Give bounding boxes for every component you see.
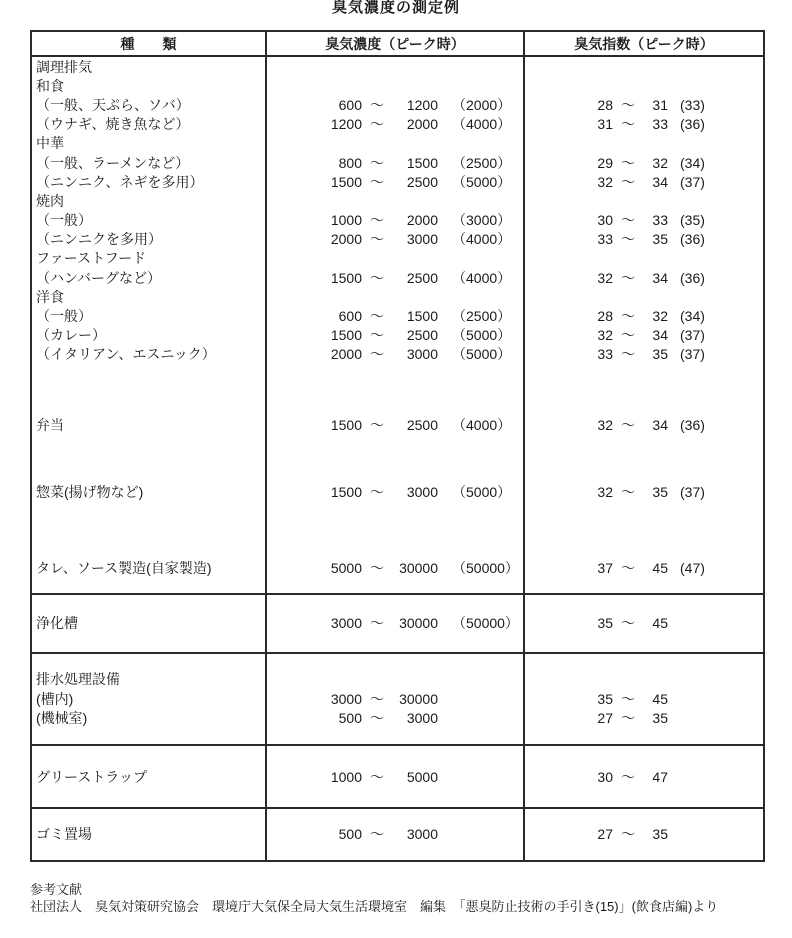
index-high-value: 35 bbox=[652, 346, 668, 363]
concentration-cell bbox=[265, 326, 523, 345]
range-tilde: ～ bbox=[621, 768, 635, 785]
row-label bbox=[32, 434, 265, 482]
index-cell bbox=[523, 306, 763, 325]
row-label: タレ、ソース製造(自家製造) bbox=[36, 559, 212, 576]
table-row bbox=[32, 670, 763, 689]
range-tilde: ～ bbox=[370, 327, 384, 344]
row-label: 排水処理設備 bbox=[36, 671, 120, 688]
index-low-value: 32 bbox=[597, 416, 613, 433]
concentration-high-value: 2000 bbox=[406, 116, 438, 133]
concentration-cell bbox=[265, 595, 523, 614]
index-high-value: 34 bbox=[652, 327, 668, 344]
concentration-low-value: 800 bbox=[338, 154, 362, 171]
index-cell bbox=[523, 95, 763, 114]
table-row bbox=[32, 115, 763, 134]
concentration-high-value: 30000 bbox=[399, 615, 438, 632]
index-cell bbox=[523, 787, 763, 807]
index-peak-value: (36) bbox=[680, 116, 705, 133]
index-high-value: 35 bbox=[652, 483, 668, 500]
range-tilde: ～ bbox=[621, 346, 635, 363]
concentration-cell bbox=[265, 76, 523, 95]
range-tilde: ～ bbox=[621, 483, 635, 500]
row-label: （ハンバーグなど） bbox=[36, 269, 162, 286]
row-label bbox=[32, 633, 265, 652]
table-section-grease-trap bbox=[32, 744, 763, 806]
concentration-cell bbox=[265, 230, 523, 249]
index-cell bbox=[523, 364, 763, 415]
spacer-row bbox=[32, 746, 763, 767]
table-row bbox=[32, 249, 763, 268]
table-row bbox=[32, 134, 763, 153]
range-tilde: ～ bbox=[370, 768, 384, 785]
concentration-peak-value: （5000） bbox=[452, 346, 512, 363]
range-tilde: ～ bbox=[370, 483, 384, 500]
index-high-value: 45 bbox=[652, 690, 668, 707]
spacer-row bbox=[32, 844, 763, 860]
concentration-high-value: 5000 bbox=[406, 768, 438, 785]
range-tilde: ～ bbox=[621, 96, 635, 113]
range-tilde: ～ bbox=[370, 231, 384, 248]
concentration-low-value: 5000 bbox=[330, 559, 362, 576]
index-high-value: 47 bbox=[652, 768, 668, 785]
concentration-cell bbox=[265, 482, 523, 501]
index-low-value: 28 bbox=[597, 308, 613, 325]
range-tilde: ～ bbox=[621, 116, 635, 133]
concentration-low-value: 600 bbox=[338, 96, 362, 113]
header-cell-odor-index: 臭気指数（ピーク時） bbox=[523, 32, 763, 55]
index-low-value: 30 bbox=[597, 768, 613, 785]
spacer-row bbox=[32, 364, 763, 415]
index-high-value: 45 bbox=[652, 559, 668, 576]
range-tilde: ～ bbox=[370, 173, 384, 190]
index-peak-value: (37) bbox=[680, 327, 705, 344]
concentration-cell bbox=[265, 434, 523, 482]
range-tilde: ～ bbox=[370, 416, 384, 433]
range-tilde: ～ bbox=[370, 709, 384, 726]
index-cell bbox=[523, 614, 763, 633]
row-label: グリーストラップ bbox=[36, 768, 148, 785]
row-label: ファーストフード bbox=[36, 250, 147, 267]
index-peak-value: (36) bbox=[680, 416, 705, 433]
concentration-cell bbox=[265, 670, 523, 689]
range-tilde: ～ bbox=[621, 709, 635, 726]
index-cell bbox=[523, 434, 763, 482]
index-peak-value: (34) bbox=[680, 154, 705, 171]
concentration-cell bbox=[265, 172, 523, 191]
concentration-cell bbox=[265, 249, 523, 268]
index-low-value: 33 bbox=[597, 231, 613, 248]
index-low-value: 32 bbox=[597, 483, 613, 500]
row-label: 中華 bbox=[36, 135, 64, 152]
concentration-cell bbox=[265, 767, 523, 786]
table-row bbox=[32, 172, 763, 191]
concentration-cell bbox=[265, 134, 523, 153]
range-tilde: ～ bbox=[621, 231, 635, 248]
concentration-peak-value: （5000） bbox=[452, 327, 512, 344]
concentration-peak-value: （5000） bbox=[452, 173, 512, 190]
concentration-low-value: 1500 bbox=[330, 327, 362, 344]
index-peak-value: (36) bbox=[680, 269, 705, 286]
concentration-cell bbox=[265, 809, 523, 825]
index-cell bbox=[523, 558, 763, 577]
index-cell bbox=[523, 482, 763, 501]
range-tilde: ～ bbox=[370, 346, 384, 363]
range-tilde: ～ bbox=[621, 690, 635, 707]
concentration-cell bbox=[265, 345, 523, 364]
index-high-value: 35 bbox=[652, 709, 668, 726]
concentration-high-value: 3000 bbox=[406, 346, 438, 363]
table-section-garbage-area bbox=[32, 807, 763, 860]
concentration-peak-value: （3000） bbox=[452, 212, 512, 229]
concentration-cell bbox=[265, 844, 523, 860]
table-row bbox=[32, 57, 763, 76]
row-label: （ウナギ、焼き魚など） bbox=[36, 116, 190, 133]
range-tilde: ～ bbox=[621, 269, 635, 286]
index-low-value: 30 bbox=[597, 212, 613, 229]
index-peak-value: (36) bbox=[680, 231, 705, 248]
index-high-value: 33 bbox=[652, 212, 668, 229]
concentration-cell bbox=[265, 787, 523, 807]
index-cell bbox=[523, 134, 763, 153]
index-cell bbox=[523, 767, 763, 786]
range-tilde: ～ bbox=[621, 559, 635, 576]
index-cell bbox=[523, 670, 763, 689]
table-row bbox=[32, 268, 763, 287]
concentration-high-value: 2500 bbox=[406, 327, 438, 344]
row-label: 惣菜(揚げ物など) bbox=[36, 483, 144, 500]
index-cell bbox=[523, 844, 763, 860]
index-cell bbox=[523, 153, 763, 172]
range-tilde: ～ bbox=[621, 212, 635, 229]
spacer-row bbox=[32, 654, 763, 670]
table-row bbox=[32, 415, 763, 434]
index-high-value: 45 bbox=[652, 615, 668, 632]
index-cell bbox=[523, 633, 763, 652]
row-label bbox=[32, 578, 265, 593]
row-label bbox=[32, 727, 265, 744]
index-low-value: 37 bbox=[597, 559, 613, 576]
concentration-low-value: 3000 bbox=[330, 615, 362, 632]
table-row bbox=[32, 95, 763, 114]
row-label bbox=[32, 595, 265, 614]
concentration-cell bbox=[265, 727, 523, 744]
spacer-row bbox=[32, 595, 763, 614]
index-peak-value: (37) bbox=[680, 173, 705, 190]
index-cell bbox=[523, 708, 763, 727]
concentration-peak-value: （2500） bbox=[452, 154, 512, 171]
row-label: （ニンニクを多用） bbox=[36, 231, 162, 248]
concentration-high-value: 3000 bbox=[406, 826, 438, 843]
table-row bbox=[32, 326, 763, 345]
concentration-low-value: 500 bbox=[338, 709, 362, 726]
concentration-cell bbox=[265, 746, 523, 767]
concentration-peak-value: （4000） bbox=[452, 231, 512, 248]
index-cell bbox=[523, 689, 763, 708]
index-cell bbox=[523, 825, 763, 844]
concentration-high-value: 3000 bbox=[406, 231, 438, 248]
row-label bbox=[32, 746, 265, 767]
table-row bbox=[32, 614, 763, 633]
row-label: （ニンニク、ネギを多用） bbox=[36, 173, 204, 190]
concentration-low-value: 1000 bbox=[330, 768, 362, 785]
page-title: 臭気濃度の測定例 bbox=[331, 0, 460, 16]
concentration-peak-value: （5000） bbox=[452, 483, 512, 500]
index-cell bbox=[523, 268, 763, 287]
index-cell bbox=[523, 287, 763, 306]
index-cell bbox=[523, 115, 763, 134]
range-tilde: ～ bbox=[621, 154, 635, 171]
spacer-row bbox=[32, 434, 763, 482]
index-high-value: 31 bbox=[652, 96, 668, 113]
range-tilde: ～ bbox=[621, 826, 635, 843]
concentration-high-value: 2500 bbox=[406, 173, 438, 190]
row-label: ゴミ置場 bbox=[36, 826, 92, 843]
table-row bbox=[32, 306, 763, 325]
range-tilde: ～ bbox=[621, 308, 635, 325]
concentration-high-value: 3000 bbox=[406, 709, 438, 726]
index-peak-value: (47) bbox=[680, 559, 705, 576]
table-row bbox=[32, 191, 763, 210]
concentration-high-value: 2000 bbox=[406, 212, 438, 229]
spacer-row bbox=[32, 787, 763, 807]
index-peak-value: (35) bbox=[680, 212, 705, 229]
table-row bbox=[32, 558, 763, 577]
spacer-row bbox=[32, 727, 763, 744]
index-cell bbox=[523, 578, 763, 593]
row-label: (機械室) bbox=[36, 709, 88, 726]
range-tilde: ～ bbox=[370, 212, 384, 229]
range-tilde: ～ bbox=[370, 269, 384, 286]
spacer-row bbox=[32, 578, 763, 593]
range-tilde: ～ bbox=[370, 559, 384, 576]
index-cell bbox=[523, 211, 763, 230]
index-low-value: 27 bbox=[597, 709, 613, 726]
index-low-value: 32 bbox=[597, 327, 613, 344]
table-row bbox=[32, 287, 763, 306]
concentration-cell bbox=[265, 825, 523, 844]
row-label: （イタリアン、エスニック） bbox=[36, 346, 216, 363]
index-cell bbox=[523, 727, 763, 744]
row-label: 洋食 bbox=[36, 288, 64, 305]
row-label: (槽内) bbox=[36, 690, 74, 707]
concentration-cell bbox=[265, 364, 523, 415]
table-row bbox=[32, 230, 763, 249]
concentration-peak-value: （50000） bbox=[452, 559, 519, 576]
table-section-cooking-exhaust bbox=[32, 55, 763, 593]
concentration-cell bbox=[265, 306, 523, 325]
index-cell bbox=[523, 345, 763, 364]
concentration-high-value: 1500 bbox=[406, 308, 438, 325]
index-low-value: 29 bbox=[597, 154, 613, 171]
range-tilde: ～ bbox=[370, 826, 384, 843]
row-label: 和食 bbox=[36, 77, 64, 94]
footer-reference-source: 社団法人 臭気対策研究協会 環境庁大気保全局大気生活環境室 編集 「悪臭防止技術の手引き(15)」(飲食店編)より bbox=[30, 899, 719, 914]
table-row bbox=[32, 482, 763, 501]
odor-measurement-table bbox=[30, 30, 765, 862]
concentration-low-value: 1200 bbox=[330, 116, 362, 133]
concentration-cell bbox=[265, 153, 523, 172]
index-high-value: 34 bbox=[652, 269, 668, 286]
concentration-cell bbox=[265, 578, 523, 593]
index-cell bbox=[523, 191, 763, 210]
table-row bbox=[32, 767, 763, 786]
index-low-value: 33 bbox=[597, 346, 613, 363]
concentration-peak-value: （4000） bbox=[452, 269, 512, 286]
row-label bbox=[32, 787, 265, 807]
concentration-cell bbox=[265, 191, 523, 210]
range-tilde: ～ bbox=[621, 173, 635, 190]
concentration-cell bbox=[265, 558, 523, 577]
index-cell bbox=[523, 172, 763, 191]
table-row bbox=[32, 345, 763, 364]
concentration-low-value: 600 bbox=[338, 308, 362, 325]
row-label bbox=[32, 364, 265, 415]
concentration-cell bbox=[265, 268, 523, 287]
table-row bbox=[32, 211, 763, 230]
index-peak-value: (37) bbox=[680, 483, 705, 500]
concentration-cell bbox=[265, 115, 523, 134]
range-tilde: ～ bbox=[621, 615, 635, 632]
row-label: 焼肉 bbox=[36, 192, 64, 209]
row-label bbox=[32, 501, 265, 558]
concentration-peak-value: （4000） bbox=[452, 116, 512, 133]
range-tilde: ～ bbox=[370, 154, 384, 171]
index-cell bbox=[523, 501, 763, 558]
index-low-value: 28 bbox=[597, 96, 613, 113]
index-cell bbox=[523, 809, 763, 825]
concentration-cell bbox=[265, 415, 523, 434]
concentration-cell bbox=[265, 57, 523, 76]
index-high-value: 35 bbox=[652, 231, 668, 248]
row-label: （一般、ラーメンなど） bbox=[36, 154, 190, 171]
concentration-peak-value: （2500） bbox=[452, 308, 512, 325]
concentration-cell bbox=[265, 614, 523, 633]
concentration-cell bbox=[265, 689, 523, 708]
footer-references-heading: 参考文献 bbox=[30, 882, 83, 897]
index-low-value: 31 bbox=[597, 116, 613, 133]
range-tilde: ～ bbox=[370, 116, 384, 133]
concentration-low-value: 1500 bbox=[330, 173, 362, 190]
range-tilde: ～ bbox=[621, 416, 635, 433]
concentration-high-value: 30000 bbox=[399, 690, 438, 707]
concentration-low-value: 2000 bbox=[330, 346, 362, 363]
concentration-high-value: 1500 bbox=[406, 154, 438, 171]
range-tilde: ～ bbox=[370, 690, 384, 707]
table-section-septic-tank bbox=[32, 593, 763, 652]
range-tilde: ～ bbox=[621, 327, 635, 344]
index-high-value: 33 bbox=[652, 116, 668, 133]
row-label bbox=[32, 654, 265, 670]
row-label bbox=[32, 844, 265, 860]
row-label: （一般） bbox=[36, 308, 92, 325]
index-low-value: 35 bbox=[597, 615, 613, 632]
footer-references bbox=[30, 881, 718, 915]
row-label: 調理排気 bbox=[36, 58, 92, 75]
index-cell bbox=[523, 595, 763, 614]
concentration-high-value: 2500 bbox=[406, 269, 438, 286]
index-low-value: 32 bbox=[597, 173, 613, 190]
index-low-value: 32 bbox=[597, 269, 613, 286]
concentration-cell bbox=[265, 211, 523, 230]
index-high-value: 32 bbox=[652, 154, 668, 171]
index-high-value: 35 bbox=[652, 826, 668, 843]
concentration-low-value: 500 bbox=[338, 826, 362, 843]
concentration-cell bbox=[265, 633, 523, 652]
concentration-cell bbox=[265, 501, 523, 558]
index-cell bbox=[523, 326, 763, 345]
index-peak-value: (34) bbox=[680, 308, 705, 325]
concentration-low-value: 2000 bbox=[330, 231, 362, 248]
concentration-peak-value: （50000） bbox=[452, 615, 519, 632]
row-label: （一般） bbox=[36, 212, 92, 229]
concentration-high-value: 30000 bbox=[399, 559, 438, 576]
index-high-value: 32 bbox=[652, 308, 668, 325]
index-cell bbox=[523, 76, 763, 95]
spacer-row bbox=[32, 633, 763, 652]
index-high-value: 34 bbox=[652, 416, 668, 433]
range-tilde: ～ bbox=[370, 308, 384, 325]
index-cell bbox=[523, 249, 763, 268]
concentration-high-value: 1200 bbox=[406, 96, 438, 113]
index-high-value: 34 bbox=[652, 173, 668, 190]
row-label: 弁当 bbox=[36, 416, 64, 433]
index-cell bbox=[523, 746, 763, 767]
range-tilde: ～ bbox=[370, 615, 384, 632]
spacer-row bbox=[32, 501, 763, 558]
concentration-low-value: 1500 bbox=[330, 269, 362, 286]
table-row bbox=[32, 153, 763, 172]
index-peak-value: (37) bbox=[680, 346, 705, 363]
concentration-peak-value: （4000） bbox=[452, 416, 512, 433]
index-low-value: 35 bbox=[597, 690, 613, 707]
concentration-low-value: 1500 bbox=[330, 483, 362, 500]
concentration-high-value: 2500 bbox=[406, 416, 438, 433]
table-row bbox=[32, 76, 763, 95]
table-row bbox=[32, 825, 763, 844]
table-header-row bbox=[32, 32, 763, 55]
index-low-value: 27 bbox=[597, 826, 613, 843]
row-label: （一般、天ぷら、ソバ） bbox=[36, 96, 190, 113]
concentration-cell bbox=[265, 95, 523, 114]
concentration-low-value: 1000 bbox=[330, 212, 362, 229]
concentration-peak-value: （2000） bbox=[452, 96, 512, 113]
spacer-row bbox=[32, 809, 763, 825]
concentration-high-value: 3000 bbox=[406, 483, 438, 500]
row-label: （カレー） bbox=[36, 327, 106, 344]
range-tilde: ～ bbox=[370, 96, 384, 113]
concentration-cell bbox=[265, 287, 523, 306]
table-body bbox=[32, 55, 763, 860]
index-cell bbox=[523, 415, 763, 434]
table-section-wastewater-treatment bbox=[32, 652, 763, 745]
row-label bbox=[32, 809, 265, 825]
table-row bbox=[32, 708, 763, 727]
index-cell bbox=[523, 654, 763, 670]
concentration-cell bbox=[265, 654, 523, 670]
index-peak-value: (33) bbox=[680, 96, 705, 113]
header-cell-type: 種 類 bbox=[120, 35, 177, 52]
index-cell bbox=[523, 57, 763, 76]
concentration-low-value: 1500 bbox=[330, 416, 362, 433]
concentration-low-value: 3000 bbox=[330, 690, 362, 707]
row-label: 浄化槽 bbox=[36, 615, 78, 632]
header-cell-odor-concentration: 臭気濃度（ピーク時） bbox=[265, 32, 523, 55]
index-cell bbox=[523, 230, 763, 249]
table-row bbox=[32, 689, 763, 708]
concentration-cell bbox=[265, 708, 523, 727]
